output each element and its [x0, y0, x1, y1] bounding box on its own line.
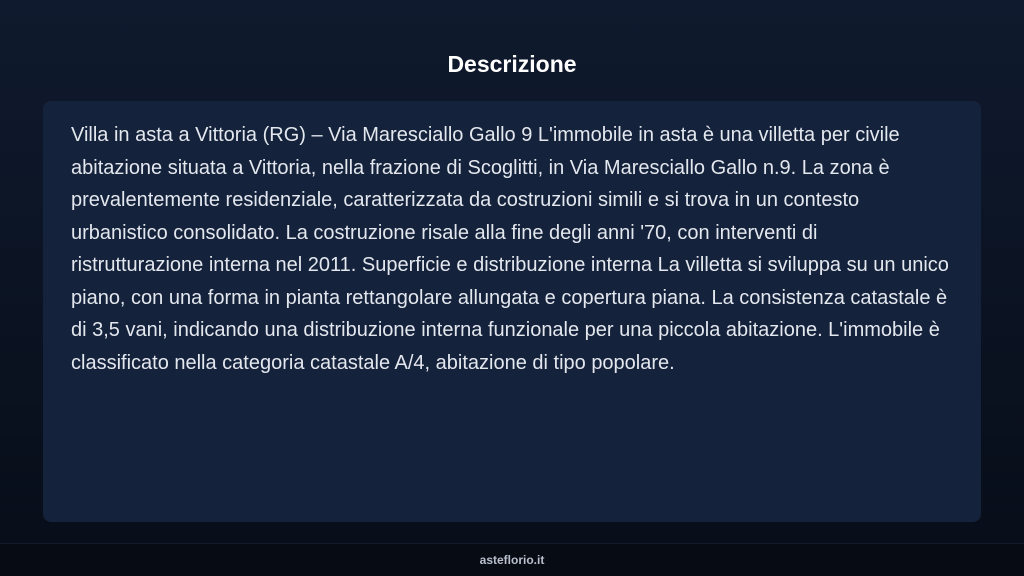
- footer-bar: [0, 543, 1024, 576]
- description-text: Villa in asta a Vittoria (RG) – Via Maresciallo Gallo 9 L'immobile in asta è una villetta per civile abitazione situata a Vittoria, nella frazione di Scoglitti, in Via Maresciallo Gallo n.9. La zona è prevalentemente residenziale, caratterizzata da costruzioni simili e si trova in un contesto urbanistico consolidato. La costruzione risale alla fine degli anni '70, con interventi di ristrutturazione interna nel 2011. Superficie e distribuzione interna La villetta si sviluppa su un unico piano, con una forma in pianta rettangolare allungata e copertura piana. La consistenza catastale è di 3,5 vani, indicando una distribuzione interna funzionale per una piccola abitazione. L'immobile è classificato nella categoria catastale A/4, abitazione di tipo popolare.: [71, 124, 949, 374]
- footer-site-name: asteflorio.it: [479, 553, 545, 567]
- description-card: [43, 101, 981, 522]
- page-title: Descrizione: [447, 51, 577, 77]
